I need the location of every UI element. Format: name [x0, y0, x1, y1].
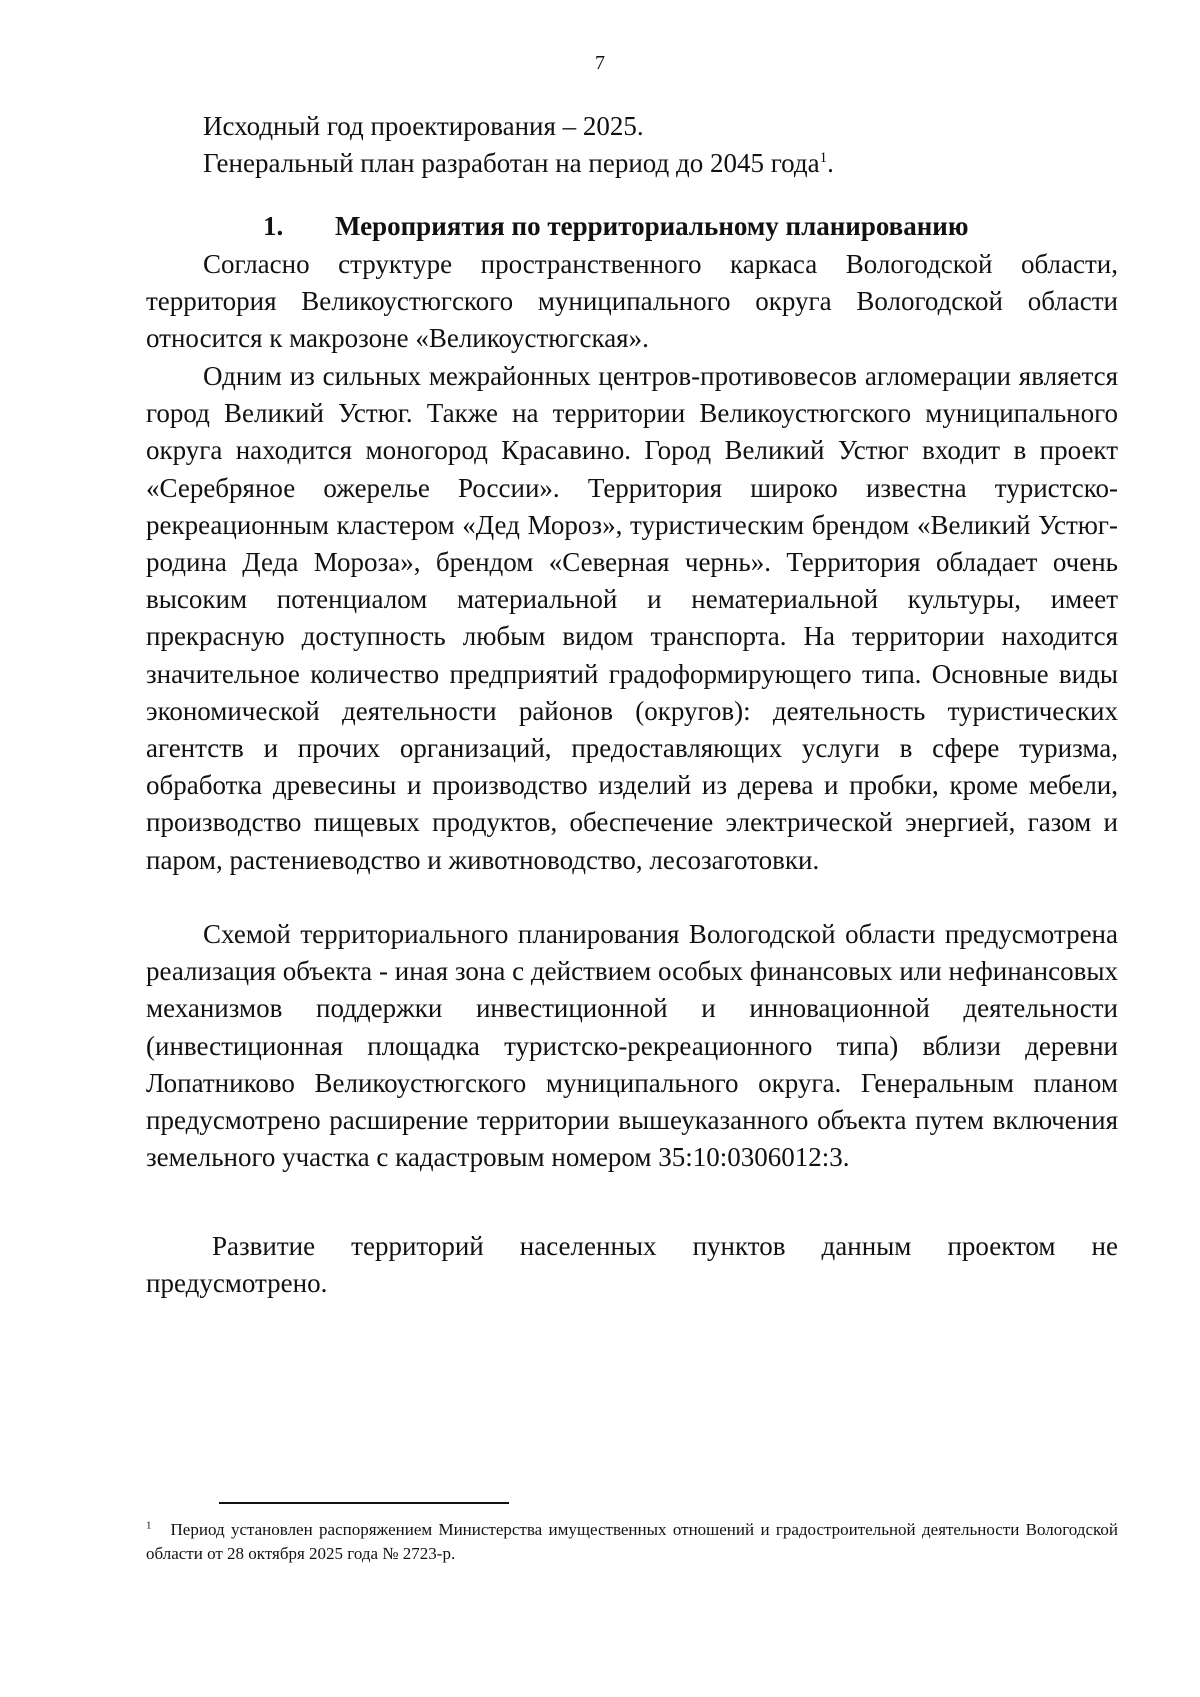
paragraph-text: Согласно структуре пространственного каркаса Вологодской области, территория Великоустюгского муниципального округа Вологодской области относится к макрозоне «Великоустюгская».: [146, 249, 1118, 354]
footnote-reference[interactable]: 1: [819, 150, 828, 166]
footnote-divider: [219, 1502, 509, 1504]
section-heading: [263, 211, 969, 242]
section-title: Мероприятия по территориальному планированию: [335, 211, 969, 241]
paragraph-development: [146, 1228, 1118, 1302]
page-number: 7: [595, 52, 605, 74]
footnote-marker: 1: [146, 1519, 152, 1532]
plan-period: [203, 145, 834, 182]
paragraph-text: Развитие территорий населенных пунктов данным проектом не предусмотрено.: [146, 1231, 1118, 1299]
footnote-text: Период установлен распоряжением Министерства имущественных отношений и градостроительной деятельности Вологодской области от 28 октября 2025 года № 2723-р.: [146, 1520, 1118, 1563]
paragraph-text: Схемой территориального планирования Вологодской области предусмотрена реализация объекта - иная зона с действием особых финансовых или нефинансовых механизмов поддержки инвестиционной и инновационной деятельности (инвестиционная площадка туристско-рекреационного типа) вблизи деревни Лопатниково Великоустюгского муниципального округа. Генеральным планом предусмотрено расширение территории вышеуказанного объекта путем включения земельного участка с кадастровым номером 35:10:0306012:3.: [146, 919, 1118, 1173]
footnote: [146, 1518, 1118, 1566]
paragraph-centers: [146, 358, 1118, 879]
paragraph-investment-zone: [146, 916, 1118, 1176]
plan-period-text: Генеральный план разработан на период до 2045 года: [203, 148, 820, 178]
paragraph-macrozone: [146, 246, 1118, 358]
design-start-year: Исходный год проектирования – 2025.: [203, 111, 644, 141]
section-number: 1.: [263, 211, 284, 241]
paragraph-text: Одним из сильных межрайонных центров-противовесов агломерации является город Великий Устюг. Также на территории Великоустюгского муниципального округа находится моногород Красавино. Город Великий Устюг входит в проект «Серебряное ожерелье России». Территория широко известна туристско-рекреационным кластером «Дед Мороз», туристическим брендом «Великий Устюг-родина Деда Мороза», брендом «Северная чернь». Территория обладает очень высоким потенциалом материальной и нематериальной культуры, имеет прекрасную доступность любым видом транспорта. На территории находится значительное количество предприятий градоформирующего типа. Основные виды экономической деятельности районов (округов): деятельность туристических агентств и прочих организаций, предоставляющих услуги в сфере туризма, обработка древесины и производство изделий из дерева и пробки, кроме мебели, производство пищевых продуктов, обеспечение электрической энергией, газом и паром, растениеводство и животноводство, лесозаготовки.: [146, 361, 1118, 875]
plan-period-end: .: [827, 148, 834, 178]
intro-block: [203, 108, 834, 182]
